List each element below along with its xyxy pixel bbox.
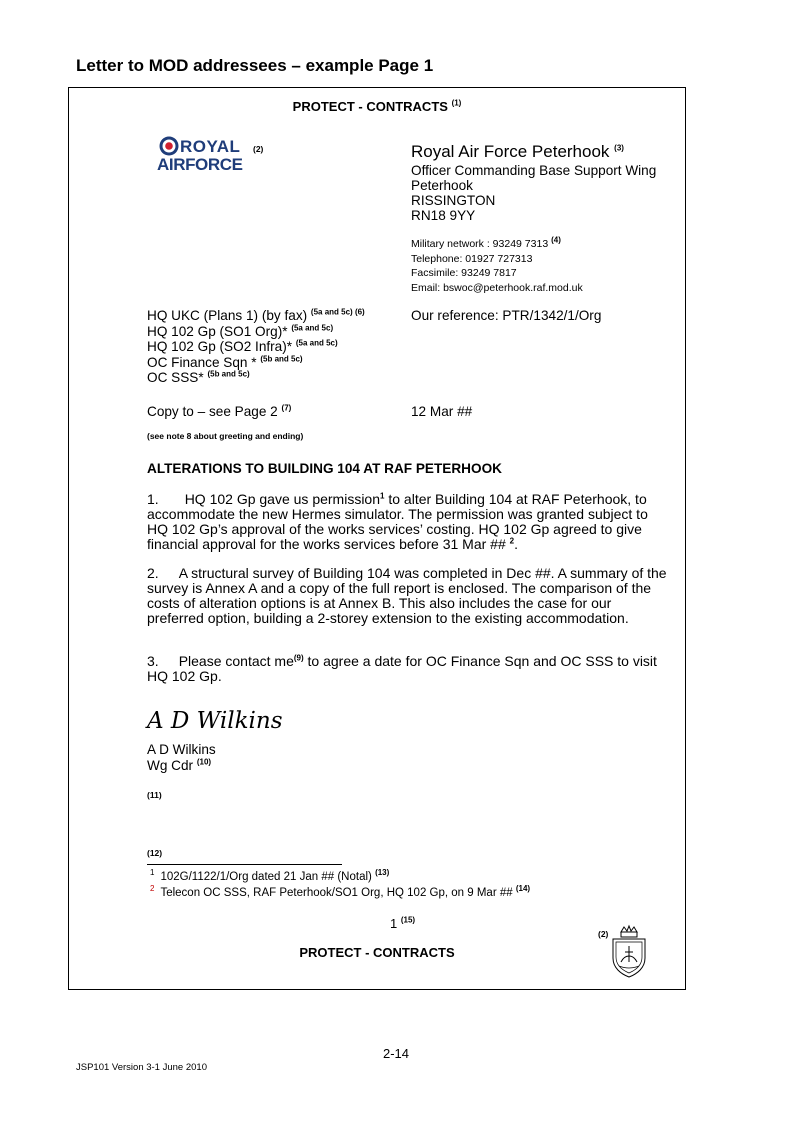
- addressee-item: HQ 102 Gp (SO2 Infra)* $^{(5a and 5c)}$: [147, 338, 338, 354]
- telephone: Telephone: 01927 727313: [411, 252, 533, 265]
- paragraph-1: 1. HQ 102 Gp gave us permission$^1$ to alter Building 104 at RAF Peterhook, to accommodate the new Hermes simulator. The permission was granted subject to HQ 102 Gp’s approval of the works services’ costing. HQ 102 Gp agreed to give financial approval for the works services before 31 Mar ## $^2$.: [147, 491, 648, 552]
- footnote-item: $^1$ 102G/1122/1/Org dated 21 Jan ## (Notal) $^{(13)}$: [150, 868, 390, 883]
- addressee-list: [147, 308, 365, 386]
- sender-line-2: Peterhook: [411, 178, 473, 193]
- logo-note: (2): [253, 144, 264, 154]
- letter-page-number: 1 $^{(15)}$: [390, 915, 416, 931]
- sender-line-4: RN18 9YY: [411, 208, 476, 223]
- paragraph-3: 3. Please contact $me^{(9)}$ to agree a date for OC Finance Sqn and OC SSS to visit HQ 102 Gp.: [147, 653, 657, 684]
- raf-logo: [157, 135, 257, 175]
- addressee-item: OC Finance Sqn * $^{(5b and 5c)}$: [147, 353, 303, 370]
- logo-text-royal: ROYAL: [180, 137, 241, 156]
- sender-line-3: RISSINGTON: [411, 193, 496, 208]
- addressee-item: HQ UKC (Plans 1) (by fax) $^{(5a and 5c) (6)}$: [147, 307, 365, 323]
- sender-line-1: Officer Commanding Base Support Wing: [411, 163, 657, 178]
- sender-unit: Royal Air Force Peterhook $^{(3)}$: [411, 142, 624, 161]
- handwritten-signature: A D Wilkins: [147, 708, 283, 734]
- addressee-item: OC SSS* $^{(5b and 5c)}$: [147, 369, 250, 385]
- our-reference: Our reference: PTR/1342/1/Org: [411, 308, 602, 323]
- signature-block: [147, 742, 216, 773]
- note-11: (11): [147, 790, 162, 800]
- badge-note: (2): [598, 929, 609, 939]
- paragraph-2: 2. A structural survey of Building 104 was completed in Dec ##. A summary of the survey is Annex A and a copy of the full report is enclosed. The comparison of the costs of alteration options is at Annex B. This also includes the case for our preferred option, building a 2-storey extension to the existing accommodation.: [147, 565, 667, 626]
- addressee-item: HQ 102 Gp (SO1 Org)* $^{(5a and 5c)}$: [147, 322, 334, 339]
- footnote-item: $^2$ Telecon OC SSS, RAF Peterhook/SO1 Org, HQ 102 Gp, on 9 Mar ## $^{(14)}$: [150, 884, 531, 899]
- footnote-separator: [147, 864, 342, 865]
- letter-date: 12 Mar ##: [411, 404, 473, 419]
- email: Email: bswoc@peterhook.raf.mod.uk: [411, 281, 583, 294]
- letter-heading: ALTERATIONS TO BUILDING 104 AT RAF PETERHOOK: [147, 461, 502, 476]
- protective-marking-bottom: PROTECT - CONTRACTS: [299, 945, 455, 960]
- note-12: (12): [147, 848, 163, 858]
- greeting-note: (see note 8 about greeting and ending): [147, 431, 304, 441]
- protective-marking-top: PROTECT - CONTRACTS $^{(1)}$: [292, 98, 462, 114]
- signer-rank: Wg Cdr $^{(10)}$: [147, 756, 212, 773]
- page-title: Letter to MOD addressees – example Page 1: [76, 56, 434, 75]
- copy-to: Copy to – see Page 2 $^{(7)}$: [147, 403, 292, 419]
- document-page-number: 2-14: [382, 1046, 410, 1061]
- logo-text-airforce: AIRFORCE: [157, 155, 243, 174]
- facsimile: Facsimile: 93249 7817: [411, 267, 517, 280]
- military-network: Military network : 93249 7313 $^{(4)}$: [411, 235, 561, 250]
- signer-name: A D Wilkins: [147, 742, 216, 757]
- sender-block: [411, 142, 656, 295]
- document-version: JSP101 Version 3-1 June 2010: [76, 1062, 207, 1073]
